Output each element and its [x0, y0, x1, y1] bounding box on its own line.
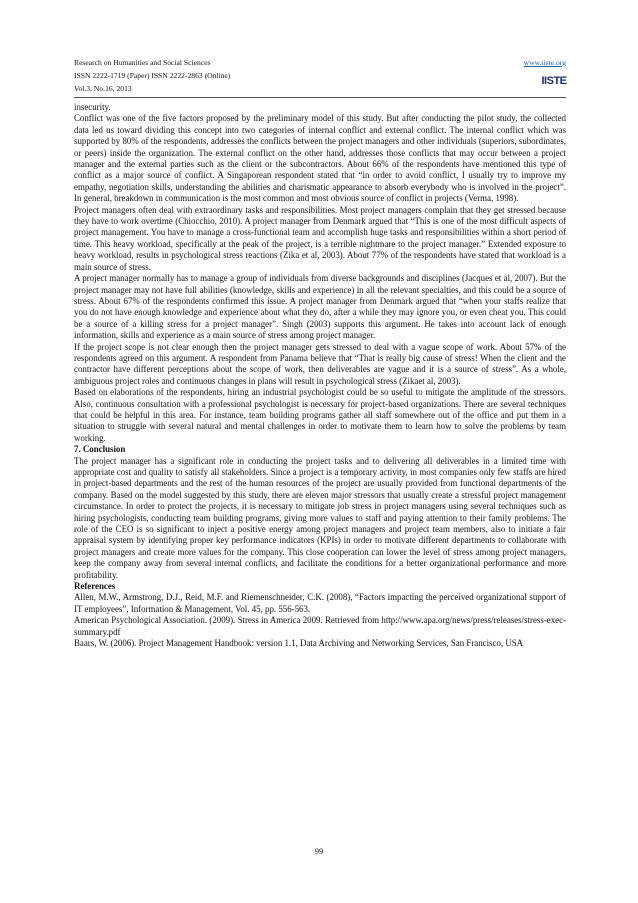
page-number: 99	[314, 846, 324, 856]
references-heading: References	[74, 581, 116, 592]
page-header	[74, 56, 566, 95]
issn: ISSN 2222-1719 (Paper) ISSN 2222-2863 (Online)	[74, 71, 231, 80]
paragraph: insecurity.	[74, 102, 111, 112]
paragraph: Based on elaborations of the respondents, hiring an industrial psychologist could be so useful to mitigate the amplitude of the stressors. Also, continuous consultation with a professional psychologist is necessary for project-based organizations. There are several techniques that could be helpful in this area. For instance, team building programs gather all staff somewhere out of the office and put them in a situation to struggle with several natural and mental challenges in order to motivate them to learn how to solve the problems by team working.	[74, 387, 566, 443]
reference-item: American Psychological Association. (2009). Stress in America 2009. Retrieved from http://www.apa.org/news/press/releases/stress-exec-summary.pdf	[74, 615, 566, 637]
conclusion-text: The project manager has a significant role in conducting the project tasks and to delivering all deliverables in a limited time with appropriate cost and quality to satisfy all stakeholders. Since a project is a temporary activity, in most companies only few staffs are hired in project-based departments and the rest of the human resources of the project are usually provided from functional departments of the company. Based on the model suggested by this study, there are eleven major stressors that usually create a stressful project management circumstance. In order to protect the projects, it is necessary to mitigate job stress in project managers using several techniques such as hiring psychologists, conducting team building programs, giving more values to staff and paying attention to their family problems. The role of the CEO is so significant to inject a positive energy among project managers and project team members, also to initiate a fair appraisal system by identifying proper key performance indicators (KPIs) in order to motivate different departments to collaborate with project managers and create more values for the company. This close cooperation can lower the level of stress among project managers, keep the company away from several internal conflicts, and facilitate the conditions for a better organizational performance and more profitability.	[74, 455, 566, 580]
journal-name: Research on Humanities and Social Sciences	[74, 58, 211, 67]
reference-item: Allen, M.W., Armstrong, D.J., Reid, M.F. and Riemenschneider, C.K. (2008), “Factors impacting the perceived organizational support of IT employees”, Information & Management, Vol. 45, pp. 556-563.	[74, 592, 566, 614]
paragraph: Project managers often deal with extraordinary tasks and responsibilities. Most project managers complain that they get stressed because they have to work overtime (Chiocchio, 2010). A project manager from Denmark argued that “This is one of the most difficult aspects of project management. You have to manage a cross-functional team and accomplish huge tasks and responsibilities within a short period of time. This heavy workload, specifically at the peak of the project, is a terrible nightmare to the project manager.” Extended exposure to heavy workload, results in psychological stress reactions (Zika et al, 2003). About 77% of the respondents have stated that workload is a main source of stress.	[74, 204, 566, 272]
reference-item: Baars, W. (2006). Project Management Handbook: version 1.1, Data Archiving and Networking Services, San Francisco, USA	[74, 638, 524, 649]
journal-url-link[interactable]: www.iiste.org	[523, 58, 566, 67]
iiste-logo: IISTE	[541, 74, 567, 87]
paragraph: Conflict was one of the five factors proposed by the preliminary model of this study. But after conducting the pilot study, the collected data led us toward dividing this concept into two categories of internal conflict and external conflict. The internal conflict which was supported by 80% of the respondents, addresses the conflicts between the project managers and other individuals (superiors, subordinates, or peers) inside the organization. The external conflict on the other hand, addresses those conflicts that may occur between a project manager and the external parties such as the client or the subcontractors. About 66% of the respondents have mentioned this type of conflict as a major source of conflict. A Singaporean respondent stated that “in order to avoid conflict, I usually try to improve my empathy, negotiation skills, understanding the abilities and charismatic appearance to absorb everybody who is involved in the project”. In general, breakdown in communication is the most common and most obvious source of conflict in projects (Verma, 1998).	[74, 113, 566, 204]
paragraph: If the project scope is not clear enough then the project manager gets stressed to deal with a vague scope of work. About 57% of the respondents agreed on this argument. A respondent from Panama believe that “That is really big cause of stress! When the client and the contractor have different perceptions about the scope of work, then deliverables are vague and it is a source of stress”. As a whole, ambiguous project roles and continuous changes in plans will result in psychological stress (Zikaet al, 2003).	[74, 341, 566, 386]
volume-info: Vol.3, No.16, 2013	[74, 84, 132, 93]
header-divider	[74, 97, 566, 98]
conclusion-heading: 7. Conclusion	[74, 444, 126, 455]
paragraph: A project manager normally has to manage a group of individuals from diverse backgrounds and disciplines (Jacques et al, 2007). But the project manager may not have full abilities (knowledge, skills and experience) in all the relevant specialties, and this could be a source of stress. About 67% of the respondents confirmed this issue. A project manager from Denmark argued that “when your staffs realize that you do not have enough knowledge and experience about what they do, after a while they may ignore you, or even cheat you. This could be a source of a killing stress for a project manager”. Singh (2003) supports this argument. He takes into account lack of enough information, skills and experience as a main source of stress among project manager.	[74, 273, 566, 341]
article-body	[74, 102, 566, 650]
